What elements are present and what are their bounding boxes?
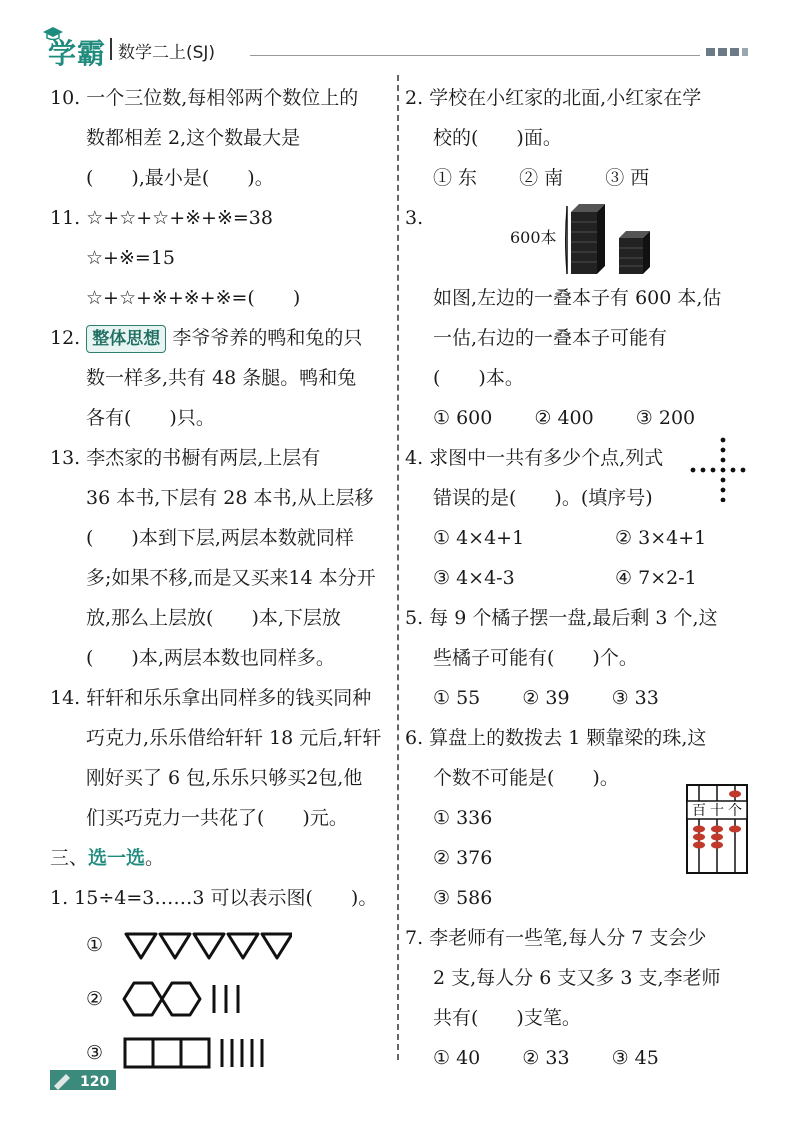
r2-option-3: ③ 西 bbox=[605, 167, 650, 189]
q14-line-3: 刚好买了 6 包,乐乐只够买2包,他 bbox=[86, 767, 363, 789]
question-r3 bbox=[405, 198, 755, 438]
r3-option-1: ① 600 bbox=[433, 407, 493, 429]
r4-options-a bbox=[405, 518, 755, 558]
left-column bbox=[50, 78, 392, 1080]
q11-line-1: 11. ☆+☆+☆+※+※=38 bbox=[50, 207, 273, 229]
r3-option-3: ③ 200 bbox=[635, 407, 696, 429]
r5-option-2: ② 39 bbox=[522, 687, 570, 709]
r4-option-2: ② 3×4+1 bbox=[615, 527, 707, 549]
abacus-label-ones: 个 bbox=[728, 803, 742, 819]
dot-pattern-figure bbox=[689, 436, 749, 502]
r6-option-2: ② 376 bbox=[433, 847, 493, 869]
section-number: 三、 bbox=[50, 847, 89, 869]
q14-line-4: 们买巧克力一共花了( )元。 bbox=[86, 807, 348, 829]
q14-line-1: 14. 轩轩和乐乐拿出同样多的钱买同种 bbox=[50, 687, 372, 709]
r2-options bbox=[405, 158, 755, 198]
r5-line-1: 5. 每 9 个橘子摆一盘,最后剩 3 个,这 bbox=[405, 607, 718, 629]
s1-option-1-label: ① bbox=[86, 934, 104, 956]
r7-line-3: 共有( )支笔。 bbox=[433, 1007, 581, 1029]
question-r7 bbox=[405, 918, 755, 1078]
section-heading bbox=[50, 838, 392, 878]
r4-option-3: ③ 4×4-3 bbox=[433, 567, 515, 589]
page-header bbox=[0, 0, 800, 70]
question-12 bbox=[50, 318, 392, 438]
method-tag: 整体思想 bbox=[86, 325, 166, 353]
r7-option-2: ② 33 bbox=[522, 1047, 570, 1069]
question-r2 bbox=[405, 78, 755, 198]
r4-option-1: ① 4×4+1 bbox=[433, 527, 525, 549]
brand-logo: 学霸 bbox=[48, 37, 107, 70]
book-stacks-icon bbox=[563, 202, 663, 278]
page-number: 120 bbox=[80, 1074, 110, 1090]
r3-line-2: 一估,右边的一叠本子可能有 bbox=[433, 327, 668, 349]
s1-option-1 bbox=[50, 918, 392, 972]
q13-line-6: ( )本,两层本数也同样多。 bbox=[86, 647, 335, 669]
s1-option-3-label: ③ bbox=[86, 1042, 104, 1064]
r6-line-1: 6. 算盘上的数拨去 1 颗靠梁的珠,这 bbox=[405, 727, 707, 749]
r3-number: 3. bbox=[405, 207, 424, 229]
r7-option-1: ① 40 bbox=[433, 1047, 481, 1069]
q10-line-3: ( ),最小是( )。 bbox=[86, 167, 274, 189]
r3-option-2: ② 400 bbox=[534, 407, 594, 429]
s1-option-2-label: ② bbox=[86, 988, 104, 1010]
r3-stack-label: 600本 bbox=[510, 228, 557, 247]
r3-line-1: 如图,左边的一叠本子有 600 本,估 bbox=[433, 287, 722, 309]
r4-options-b bbox=[405, 558, 755, 598]
q12-line-2: 数一样多,共有 48 条腿。鸭和兔 bbox=[86, 367, 357, 389]
q12-line-1: 李爷爷养的鸭和兔的只 bbox=[172, 327, 363, 349]
s1-option-2 bbox=[50, 972, 392, 1026]
abacus-figure bbox=[685, 783, 749, 875]
q10-line-2: 数都相差 2,这个数最大是 bbox=[86, 127, 301, 149]
r6-option-1: ① 336 bbox=[433, 807, 493, 829]
r5-option-1: ① 55 bbox=[433, 687, 481, 709]
r4-option-4: ④ 7×2-1 bbox=[615, 567, 697, 589]
section-title: 选一选 bbox=[88, 847, 146, 869]
column-divider bbox=[397, 75, 399, 1060]
question-r5 bbox=[405, 598, 755, 718]
r2-option-2: ② 南 bbox=[519, 167, 564, 189]
right-column bbox=[405, 78, 755, 1078]
q13-line-3: ( )本到下层,两层本数就同样 bbox=[86, 527, 354, 549]
q14-line-2: 巧克力,乐乐借给轩轩 18 元后,轩轩 bbox=[86, 727, 382, 749]
r3-options bbox=[405, 398, 755, 438]
triangles-figure bbox=[122, 928, 292, 962]
question-r4 bbox=[405, 438, 755, 598]
hexagons-figure bbox=[122, 979, 252, 1019]
s1-question: 1. 15÷4=3……3 可以表示图( )。 bbox=[50, 887, 378, 909]
q13-line-1: 13. 李杰家的书橱有两层,上层有 bbox=[50, 447, 321, 469]
q11-line-2: ☆+※=15 bbox=[86, 247, 175, 269]
books-figure bbox=[405, 198, 755, 278]
r2-line-1: 2. 学校在小红家的北面,小红家在学 bbox=[405, 87, 702, 109]
r7-options bbox=[405, 1038, 755, 1078]
squares-figure bbox=[122, 1033, 282, 1073]
header-decoration bbox=[706, 48, 748, 56]
abacus-label-hundreds: 百 bbox=[692, 803, 706, 819]
r5-options bbox=[405, 678, 755, 718]
question-10 bbox=[50, 78, 392, 198]
r7-option-3: ③ 45 bbox=[611, 1047, 659, 1069]
q13-line-4: 多;如果不移,而是又买来14 本分开 bbox=[86, 567, 376, 589]
question-14 bbox=[50, 678, 392, 838]
r5-option-3: ③ 33 bbox=[611, 687, 659, 709]
q13-line-5: 放,那么上层放( )本,下层放 bbox=[86, 607, 341, 629]
section-end: 。 bbox=[145, 847, 165, 869]
abacus-label-tens: 十 bbox=[710, 803, 724, 819]
subject-title: 数学二上(SJ) bbox=[118, 43, 216, 63]
r2-line-2: 校的( )面。 bbox=[433, 127, 562, 149]
q10-line-1: 10. 一个三位数,每相邻两个数位上的 bbox=[50, 87, 359, 109]
q13-line-2: 36 本书,下层有 28 本书,从上层移 bbox=[86, 487, 374, 509]
r2-option-1: ① 东 bbox=[433, 167, 478, 189]
r7-line-2: 2 支,每人分 6 支又多 3 支,李老师 bbox=[433, 967, 721, 989]
q12-line-3: 各有( )只。 bbox=[86, 407, 215, 429]
header-rule bbox=[250, 55, 700, 56]
q11-line-3: ☆+☆+※+※+※=( ) bbox=[86, 287, 301, 309]
question-13 bbox=[50, 438, 392, 678]
r6-option-3: ③ 586 bbox=[433, 887, 493, 909]
r7-line-1: 7. 李老师有一些笔,每人分 7 支会少 bbox=[405, 927, 707, 949]
r6-line-2: 个数不可能是( )。 bbox=[433, 767, 619, 789]
question-11 bbox=[50, 198, 392, 318]
r3-line-3: ( )本。 bbox=[433, 367, 524, 389]
r5-line-2: 些橘子可能有( )个。 bbox=[433, 647, 638, 669]
r4-line-2: 错误的是( )。(填序号) bbox=[433, 487, 653, 509]
r4-line-1: 4. 求图中一共有多少个点,列式 bbox=[405, 447, 664, 469]
header-separator bbox=[110, 38, 112, 60]
q12-number: 12. bbox=[50, 327, 81, 349]
